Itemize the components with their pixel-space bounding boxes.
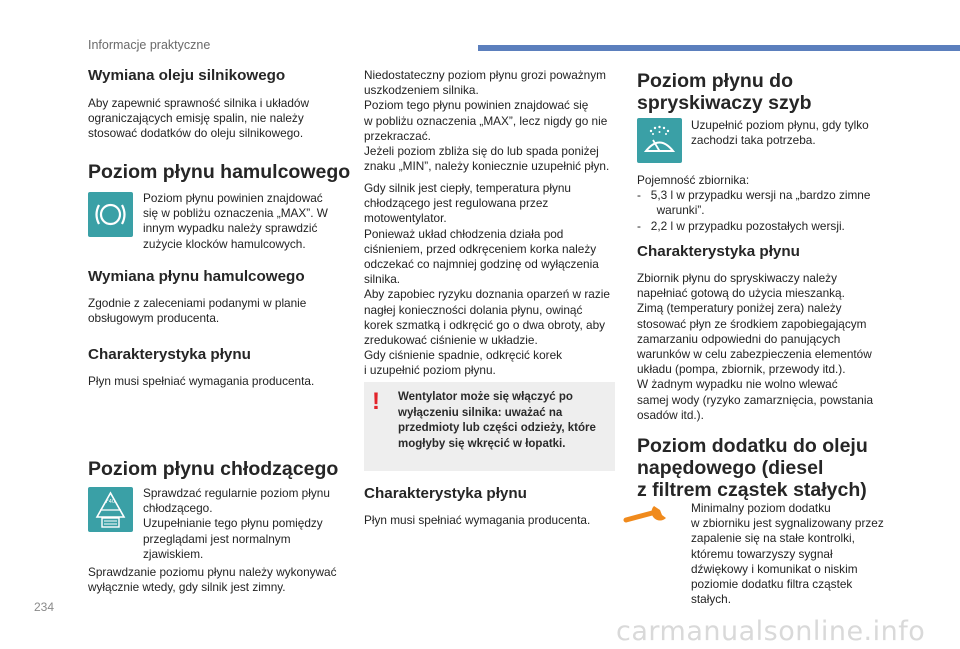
svg-text:F40: F40 [105, 499, 116, 505]
coolant-spec-title: Charakterystyka płynu [364, 485, 527, 502]
brake-spec-title: Charakterystyka płynu [88, 346, 251, 363]
diesel-additive-text: Minimalny poziom dodatku w zbiorniku jest sygnalizowany przez zapalenie się na stałe kontrolki, któremu towarzyszy sygnał dźwiękowy i komunikat o niskim poziomie dodatku filtra cząstek stałych. [691, 501, 884, 607]
washer-fluid-title: Poziom płynu do spryskiwaczy szyb [637, 70, 812, 114]
washer-spec-title: Charakterystyka płynu [637, 243, 800, 260]
warning-icon: ! [372, 388, 380, 415]
brake-change-text: Zgodnie z zaleceniami podanymi w planie obsługowym producenta. [88, 296, 307, 326]
brake-fluid-title: Poziom płynu hamulcowego [88, 161, 351, 183]
page-number: 234 [34, 600, 55, 614]
coolant-warm-paragraph: Gdy silnik jest ciepły, temperatura płynu chłodzącego jest regulowana przez motowentylator. Ponieważ układ chłodzenia działa pod ciśnieniem, przed odkręceniem korka należy odczekać co najmniej godzinę od wyłączenia silnika. Aby zapobiec ryzyku doznania oparzeń w razie nagłej konieczności dolania płynu, owinąć korek szmatką i odkręcić go o dwa obroty, aby zredukować ciśnienie w układzie. Gdy ciśnienie spadnie, odkręcić korek i uzupełnić poziom płynu. [364, 181, 610, 378]
washer-capacity: Pojemność zbiornika: - 5,3 l w przypadku wersji na „bardzo zimne warunki”. - 2,2 l w przypadku pozostałych wersji. [637, 173, 871, 233]
washer-fluid-text: Uzupełnić poziom płynu, gdy tylko zachodzi taka potrzeba. [691, 118, 869, 148]
oil-change-text: Aby zapewnić sprawność silnika i układów ograniczających emisję spalin, nie należy stosować dodatków do oleju silnikowego. [88, 96, 309, 141]
coolant-icon [88, 487, 133, 532]
watermark: carmanualsonline.info [616, 616, 926, 647]
coolant-level-paragraph: Niedostateczny poziom płynu grozi poważnym uszkodzeniem silnika. Poziom tego płynu powinien znajdować się w pobliżu oznaczenia „MAX”, lecz nigdy go nie przekraczać. Jeżeli poziom zbliża się do lub spada poniżej znaku „MIN”, należy koniecznie uzupełnić płyn. [364, 68, 610, 174]
diesel-additive-title: Poziom dodatku do oleju napędowego (diesel z filtrem cząstek stałych) [637, 435, 868, 501]
brake-fluid-text: Poziom płynu powinien znajdować się w pobliżu oznaczenia „MAX”. W innym wypadku należy sprawdzić zużycie klocków hamulcowych. [143, 191, 328, 251]
fan-warning-text: Wentylator może się włączyć po wyłączeniu silnika: uważać na przedmioty lub części odzieży, które mogłyby się wkręcić w łopatki. [398, 391, 596, 450]
washer-spec-text: Zbiornik płynu do spryskiwaczy należy napełniać gotową do użycia mieszanką. Zimą (temperatury poniżej zera) należy stosować płyn ze środkiem zapobiegającym zamarzaniu odpowiedni do panujących warunków w celu zabezpieczenia elementów układu (pompa, zbiornik, przewody itd.). W żadnym wypadku nie wolno wlewać samej wody (ryzyko zamarznięcia, powstania osadów itd.). [637, 271, 874, 422]
coolant-text-2: Sprawdzanie poziomu płynu należy wykonywać wyłącznie wtedy, gdy silnik jest zimny. [88, 565, 337, 595]
coolant-title: Poziom płynu chłodzącego [88, 458, 339, 480]
brake-change-title: Wymiana płynu hamulcowego [88, 268, 305, 285]
section-label: Informacje praktyczne [88, 38, 211, 52]
coolant-text: Sprawdzać regularnie poziom płynu chłodzącego. Uzupełnianie tego płynu pomiędzy przeglądami jest normalnym zjawiskiem. [143, 486, 330, 561]
coolant-spec-text: Płyn musi spełniać wymagania producenta. [364, 513, 591, 527]
washer-fluid-icon [637, 118, 682, 163]
wrench-icon [622, 504, 672, 528]
fan-warning-box [364, 382, 615, 471]
header-accent-bar [478, 45, 960, 51]
oil-change-title: Wymiana oleju silnikowego [88, 67, 286, 84]
brake-spec-text: Płyn musi spełniać wymagania producenta. [88, 374, 315, 388]
brake-fluid-icon [88, 192, 133, 237]
